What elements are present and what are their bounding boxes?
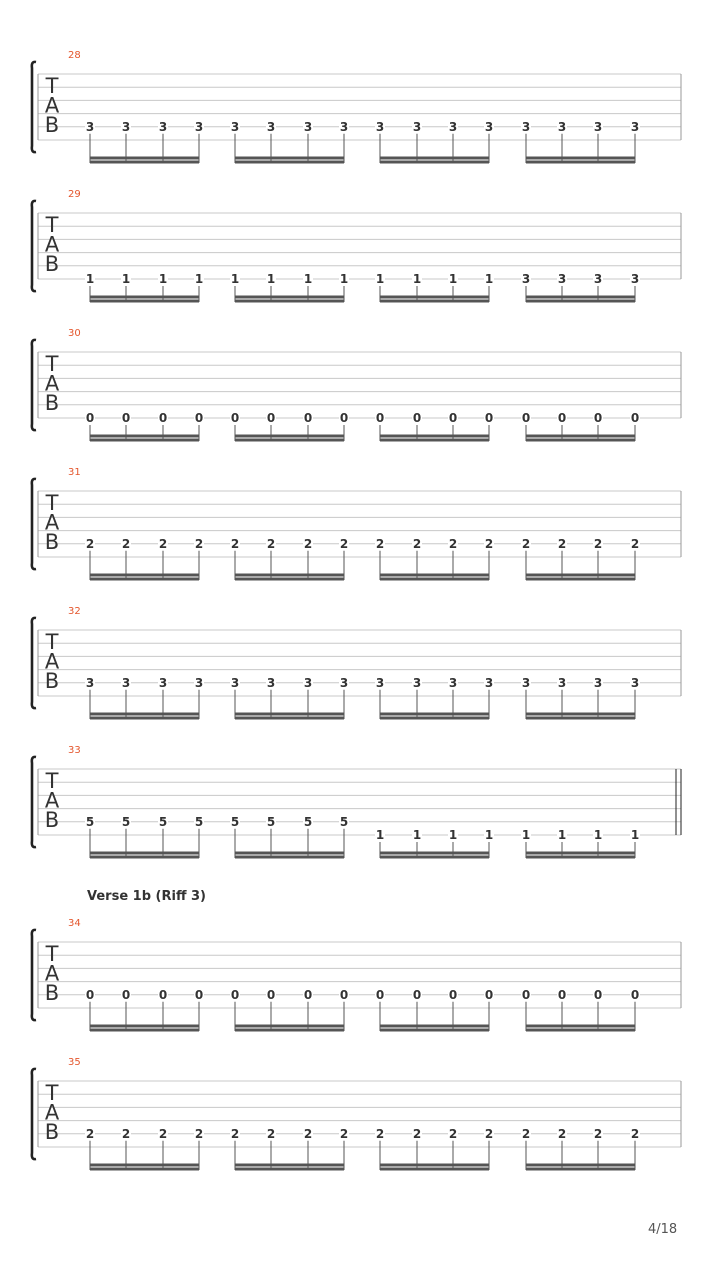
note-beam <box>526 578 635 581</box>
note-beam <box>235 1025 344 1028</box>
fret-number: 2 <box>630 536 640 551</box>
note-beam <box>90 300 199 303</box>
fret-number: 5 <box>194 814 204 829</box>
note-beam <box>90 713 199 716</box>
tab-system <box>0 918 720 1048</box>
note-beam <box>380 717 489 720</box>
note-beam <box>380 161 489 164</box>
tab-clef-letter: A <box>44 232 60 257</box>
tab-clef-letter: A <box>44 961 60 986</box>
fret-number: 2 <box>448 1126 458 1141</box>
fret-number: 0 <box>375 987 385 1002</box>
fret-number: 3 <box>593 675 603 690</box>
fret-number: 3 <box>85 675 95 690</box>
fret-number: 2 <box>557 536 567 551</box>
note-beam <box>235 1164 344 1167</box>
fret-number: 3 <box>593 119 603 134</box>
note-beam <box>235 1029 344 1032</box>
fret-number: 3 <box>630 272 640 286</box>
note-beam <box>380 439 489 442</box>
tab-system <box>0 328 720 458</box>
note-beam <box>90 578 199 581</box>
fret-number: 0 <box>303 411 313 425</box>
tab-clef-letter: A <box>44 371 60 396</box>
fret-number: 0 <box>448 987 458 1002</box>
note-beam <box>380 1164 489 1167</box>
fret-number: 1 <box>375 272 385 286</box>
note-beam <box>380 856 489 859</box>
fret-number: 0 <box>521 411 531 425</box>
fret-number: 5 <box>339 814 349 829</box>
tab-clef-letter: A <box>44 1100 60 1125</box>
fret-number: 0 <box>484 411 494 425</box>
tab-clef-letter: T <box>45 74 59 98</box>
fret-number: 1 <box>448 828 458 842</box>
fret-number: 3 <box>121 675 131 690</box>
fret-number: 1 <box>158 272 168 286</box>
fret-number: 0 <box>303 987 313 1002</box>
fret-number: 1 <box>412 828 422 842</box>
measure-number: 31 <box>68 467 81 478</box>
note-beam <box>235 574 344 577</box>
note-beam <box>235 435 344 438</box>
note-beam <box>380 574 489 577</box>
note-beam <box>235 713 344 716</box>
note-beam <box>90 1025 199 1028</box>
fret-number: 0 <box>158 411 168 425</box>
note-beam <box>380 157 489 160</box>
tab-clef-letter: T <box>45 1081 59 1105</box>
note-beam <box>235 1168 344 1171</box>
note-beam <box>235 296 344 299</box>
fret-number: 3 <box>375 119 385 134</box>
fret-number: 3 <box>158 675 168 690</box>
fret-number: 0 <box>630 411 640 425</box>
fret-number: 2 <box>303 536 313 551</box>
fret-number: 0 <box>194 411 204 425</box>
fret-number: 2 <box>521 1126 531 1141</box>
note-beam <box>380 852 489 855</box>
fret-number: 0 <box>375 411 385 425</box>
note-beam <box>235 856 344 859</box>
fret-number: 5 <box>121 814 131 829</box>
note-beam <box>90 161 199 164</box>
fret-number: 0 <box>412 411 422 425</box>
note-beam <box>380 300 489 303</box>
tab-clef-letter: B <box>44 391 60 415</box>
tab-clef-letter: A <box>44 93 60 118</box>
note-beam <box>380 1168 489 1171</box>
fret-number: 1 <box>630 828 640 842</box>
tab-staff <box>0 1057 720 1187</box>
tab-system <box>0 189 720 319</box>
fret-number: 0 <box>266 987 276 1002</box>
tab-clef-letter: B <box>44 808 60 832</box>
note-beam <box>380 713 489 716</box>
fret-number: 3 <box>557 675 567 690</box>
fret-number: 3 <box>85 119 95 134</box>
note-beam <box>526 852 635 855</box>
system-bracket <box>32 62 36 152</box>
tab-clef-letter: B <box>44 113 60 137</box>
fret-number: 0 <box>121 987 131 1002</box>
system-bracket <box>32 618 36 708</box>
tab-system <box>0 745 720 875</box>
fret-number: 2 <box>85 1126 95 1141</box>
measure-number: 28 <box>68 50 81 61</box>
note-beam <box>526 574 635 577</box>
fret-number: 2 <box>230 536 240 551</box>
fret-number: 0 <box>593 411 603 425</box>
tab-clef-letter: T <box>45 213 59 237</box>
fret-number: 2 <box>158 1126 168 1141</box>
measure-number: 29 <box>68 189 81 200</box>
tab-clef-letter: T <box>45 491 59 515</box>
fret-number: 2 <box>230 1126 240 1141</box>
system-bracket <box>32 201 36 291</box>
fret-number: 2 <box>521 536 531 551</box>
fret-number: 3 <box>230 119 240 134</box>
fret-number: 2 <box>593 536 603 551</box>
fret-number: 0 <box>230 987 240 1002</box>
system-bracket <box>32 479 36 569</box>
fret-number: 0 <box>484 987 494 1002</box>
note-beam <box>526 435 635 438</box>
fret-number: 3 <box>194 119 204 134</box>
note-beam <box>235 439 344 442</box>
tab-staff <box>0 328 720 458</box>
fret-number: 3 <box>557 272 567 286</box>
fret-number: 0 <box>266 411 276 425</box>
fret-number: 0 <box>521 987 531 1002</box>
note-beam <box>90 717 199 720</box>
note-beam <box>526 1029 635 1032</box>
fret-number: 3 <box>521 119 531 134</box>
fret-number: 1 <box>593 828 603 842</box>
tab-system <box>0 50 720 180</box>
fret-number: 1 <box>448 272 458 286</box>
fret-number: 2 <box>266 1126 276 1141</box>
note-beam <box>235 157 344 160</box>
note-beam <box>235 717 344 720</box>
fret-number: 0 <box>194 987 204 1002</box>
page-number: 4/18 <box>648 1222 678 1237</box>
measure-number: 33 <box>68 745 81 756</box>
tab-clef-letter: T <box>45 769 59 793</box>
fret-number: 2 <box>593 1126 603 1141</box>
tab-clef-letter: B <box>44 669 60 693</box>
note-beam <box>526 161 635 164</box>
tab-clef-letter: T <box>45 630 59 654</box>
note-beam <box>526 713 635 716</box>
fret-number: 2 <box>339 1126 349 1141</box>
section-title: Verse 1b (Riff 3) <box>87 889 206 904</box>
tab-staff <box>0 918 720 1048</box>
fret-number: 0 <box>230 411 240 425</box>
fret-number: 1 <box>230 272 240 286</box>
fret-number: 5 <box>230 814 240 829</box>
note-beam <box>90 439 199 442</box>
fret-number: 0 <box>339 987 349 1002</box>
note-beam <box>90 856 199 859</box>
system-bracket <box>32 930 36 1020</box>
fret-number: 1 <box>303 272 313 286</box>
fret-number: 3 <box>593 272 603 286</box>
tab-clef-letter: A <box>44 788 60 813</box>
note-beam <box>90 1168 199 1171</box>
note-beam <box>526 1168 635 1171</box>
fret-number: 2 <box>448 536 458 551</box>
fret-number: 3 <box>412 675 422 690</box>
fret-number: 0 <box>85 987 95 1002</box>
fret-number: 2 <box>412 1126 422 1141</box>
fret-number: 1 <box>557 828 567 842</box>
fret-number: 3 <box>630 119 640 134</box>
note-beam <box>380 1025 489 1028</box>
note-beam <box>90 296 199 299</box>
fret-number: 3 <box>375 675 385 690</box>
note-beam <box>90 852 199 855</box>
fret-number: 2 <box>339 536 349 551</box>
fret-number: 3 <box>521 272 531 286</box>
fret-number: 0 <box>121 411 131 425</box>
note-beam <box>90 574 199 577</box>
fret-number: 2 <box>158 536 168 551</box>
tab-system <box>0 1057 720 1187</box>
fret-number: 3 <box>303 119 313 134</box>
note-beam <box>526 1025 635 1028</box>
fret-number: 2 <box>375 1126 385 1141</box>
fret-number: 2 <box>85 536 95 551</box>
note-beam <box>526 439 635 442</box>
tab-system <box>0 467 720 597</box>
fret-number: 2 <box>375 536 385 551</box>
tab-system <box>0 606 720 736</box>
tab-staff <box>0 745 720 875</box>
fret-number: 0 <box>158 987 168 1002</box>
tab-clef-letter: A <box>44 649 60 674</box>
system-bracket <box>32 1069 36 1159</box>
fret-number: 2 <box>484 1126 494 1141</box>
fret-number: 3 <box>484 675 494 690</box>
fret-number: 3 <box>121 119 131 134</box>
note-beam <box>90 1164 199 1167</box>
note-beam <box>90 157 199 160</box>
fret-number: 3 <box>230 675 240 690</box>
fret-number: 1 <box>339 272 349 286</box>
fret-number: 5 <box>266 814 276 829</box>
fret-number: 5 <box>85 814 95 829</box>
tab-clef-letter: B <box>44 530 60 554</box>
tab-clef-letter: B <box>44 981 60 1005</box>
tab-clef-letter: T <box>45 352 59 376</box>
system-bracket <box>32 757 36 847</box>
fret-number: 0 <box>448 411 458 425</box>
measure-number: 32 <box>68 606 81 617</box>
fret-number: 2 <box>194 1126 204 1141</box>
tab-clef-letter: T <box>45 942 59 966</box>
fret-number: 1 <box>484 272 494 286</box>
fret-number: 3 <box>339 119 349 134</box>
fret-number: 3 <box>557 119 567 134</box>
fret-number: 5 <box>158 814 168 829</box>
fret-number: 3 <box>266 119 276 134</box>
tab-clef-letter: B <box>44 1120 60 1144</box>
fret-number: 1 <box>85 272 95 286</box>
note-beam <box>380 1029 489 1032</box>
fret-number: 0 <box>557 411 567 425</box>
fret-number: 2 <box>194 536 204 551</box>
note-beam <box>235 300 344 303</box>
fret-number: 2 <box>121 536 131 551</box>
tab-staff <box>0 50 720 180</box>
fret-number: 5 <box>303 814 313 829</box>
measure-number: 30 <box>68 328 81 339</box>
note-beam <box>235 852 344 855</box>
note-beam <box>235 161 344 164</box>
note-beam <box>380 578 489 581</box>
fret-number: 0 <box>85 411 95 425</box>
fret-number: 3 <box>158 119 168 134</box>
tab-staff <box>0 606 720 736</box>
fret-number: 2 <box>303 1126 313 1141</box>
fret-number: 3 <box>194 675 204 690</box>
note-beam <box>90 435 199 438</box>
note-beam <box>526 157 635 160</box>
fret-number: 1 <box>412 272 422 286</box>
fret-number: 2 <box>266 536 276 551</box>
note-beam <box>526 856 635 859</box>
fret-number: 1 <box>375 828 385 842</box>
note-beam <box>526 1164 635 1167</box>
note-beam <box>526 300 635 303</box>
note-beam <box>380 296 489 299</box>
fret-number: 3 <box>448 675 458 690</box>
tab-clef-letter: A <box>44 510 60 535</box>
measure-number: 35 <box>68 1057 81 1068</box>
fret-number: 0 <box>557 987 567 1002</box>
fret-number: 2 <box>630 1126 640 1141</box>
measure-number: 34 <box>68 918 81 929</box>
fret-number: 1 <box>521 828 531 842</box>
tab-staff <box>0 189 720 319</box>
fret-number: 3 <box>484 119 494 134</box>
fret-number: 1 <box>121 272 131 286</box>
fret-number: 2 <box>484 536 494 551</box>
system-bracket <box>32 340 36 430</box>
fret-number: 3 <box>339 675 349 690</box>
tab-staff <box>0 467 720 597</box>
note-beam <box>90 1029 199 1032</box>
fret-number: 0 <box>412 987 422 1002</box>
fret-number: 1 <box>194 272 204 286</box>
fret-number: 3 <box>303 675 313 690</box>
note-beam <box>526 717 635 720</box>
fret-number: 2 <box>121 1126 131 1141</box>
fret-number: 0 <box>593 987 603 1002</box>
tab-clef-letter: B <box>44 252 60 276</box>
fret-number: 2 <box>412 536 422 551</box>
note-beam <box>235 578 344 581</box>
fret-number: 3 <box>266 675 276 690</box>
fret-number: 3 <box>448 119 458 134</box>
note-beam <box>380 435 489 438</box>
fret-number: 3 <box>630 675 640 690</box>
fret-number: 2 <box>557 1126 567 1141</box>
fret-number: 1 <box>266 272 276 286</box>
fret-number: 3 <box>412 119 422 134</box>
fret-number: 1 <box>484 828 494 842</box>
fret-number: 3 <box>521 675 531 690</box>
note-beam <box>526 296 635 299</box>
fret-number: 0 <box>630 987 640 1002</box>
fret-number: 0 <box>339 411 349 425</box>
